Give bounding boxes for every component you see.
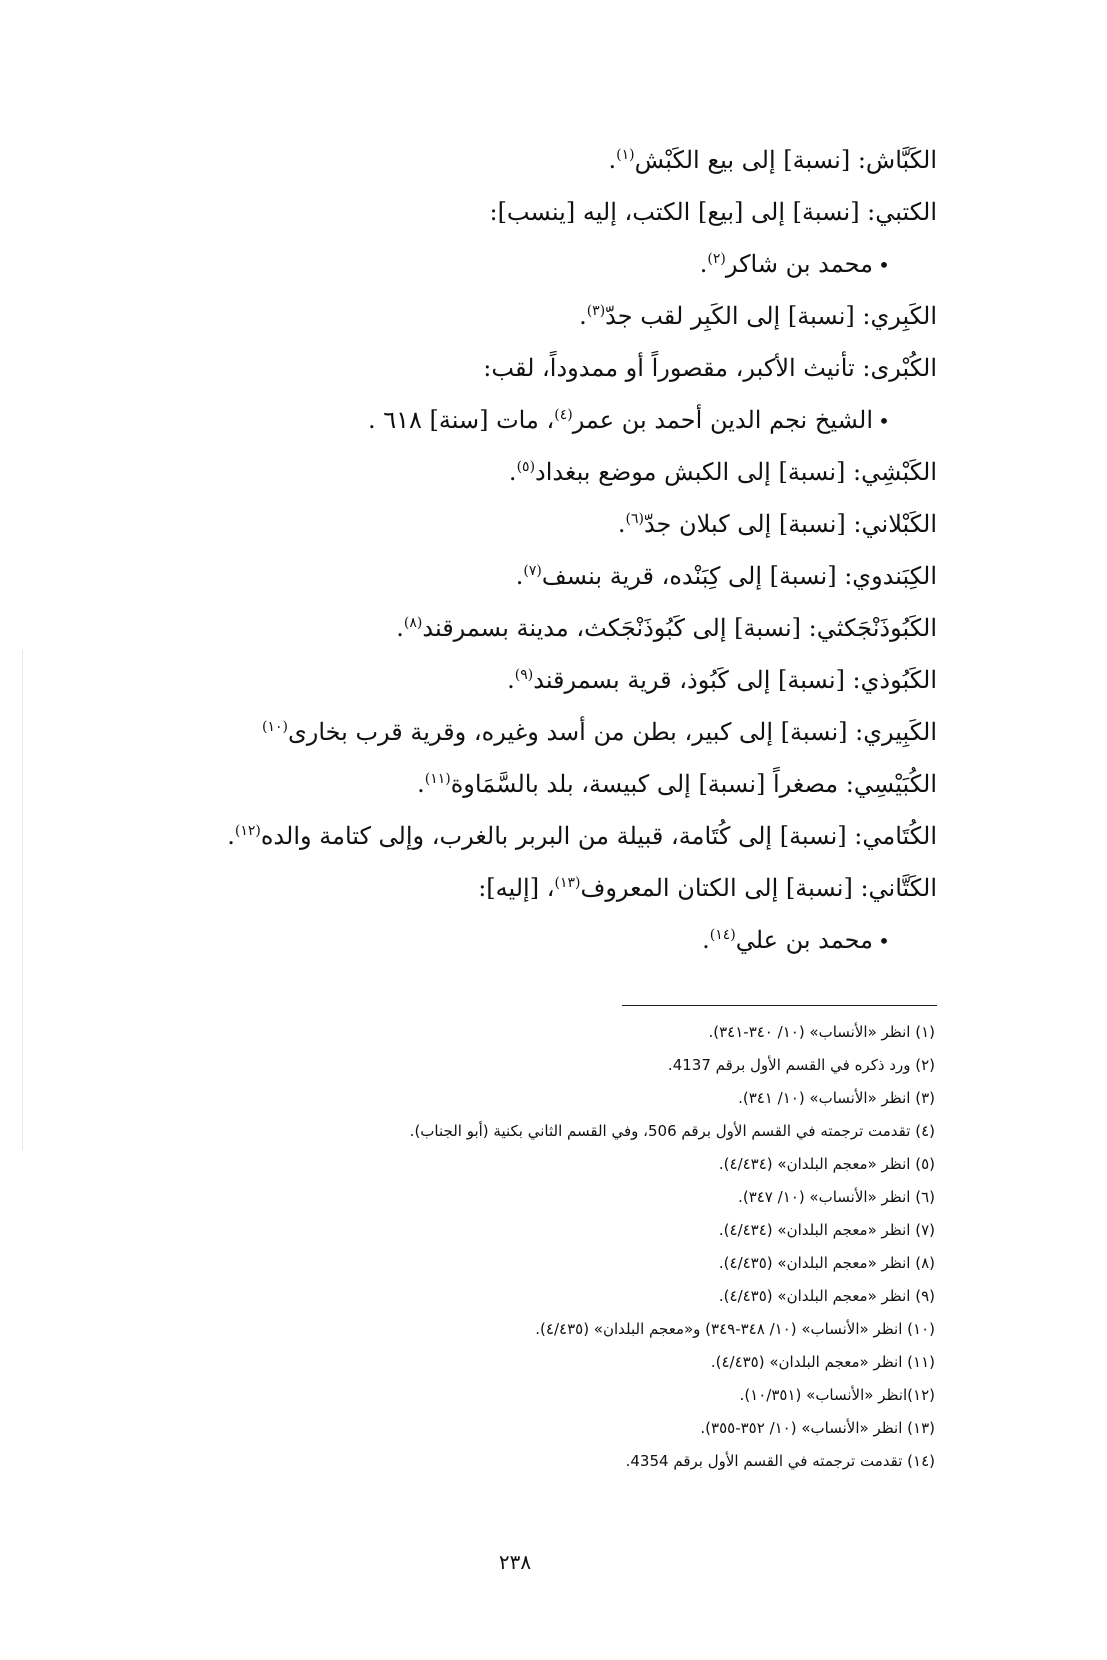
footnote-ref[interactable]: (١٤) bbox=[709, 927, 736, 943]
nisba-entry bbox=[117, 662, 937, 714]
footnote-ref[interactable]: (١١) bbox=[424, 771, 451, 787]
footnote: (٩) انظر «معجم البلدان» (٤/٤٣٥). bbox=[718, 1287, 935, 1305]
footnote-ref[interactable]: (٩) bbox=[514, 667, 534, 683]
entry-tail: . bbox=[579, 302, 587, 330]
entry-text: الكتبي: [نسبة] إلى [بيع] الكتب، إليه [ينسب]: bbox=[489, 198, 937, 226]
footnote: (٧) انظر «معجم البلدان» (٤/٤٣٤). bbox=[718, 1221, 935, 1239]
footnote-ref[interactable]: (١) bbox=[616, 147, 635, 163]
footnote-ref[interactable]: (٣) bbox=[586, 303, 606, 319]
entry-tail: . bbox=[515, 562, 524, 590]
entry-text: الكُبَيْسِي: مصغراً [نسبة] إلى كبيسة، بلد بالسَّمَاوة bbox=[450, 770, 937, 798]
bullet-icon: • bbox=[878, 929, 890, 953]
entry-text: الكَبِيري: [نسبة] إلى كبير، بطن من أسد وغيره، وقرية قرب بخارى bbox=[287, 718, 937, 746]
entry-tail: ، مات [سنة] ٦١٨ . bbox=[367, 406, 555, 434]
person-entry bbox=[117, 922, 937, 974]
nisba-entry bbox=[117, 766, 937, 818]
entry-tail: ، [إليه]: bbox=[478, 874, 555, 902]
entry-text: الكَبُوذَنْجَكثي: [نسبة] إلى كَبُوذَنْجَكث، مدينة بسمرقند bbox=[422, 614, 937, 642]
entry-text: الكُتَامي: [نسبة] إلى كُتَامة، قبيلة من البربر بالغرب، وإلى كتامة والده bbox=[260, 822, 937, 850]
footnote: (٦) انظر «الأنساب» (١٠/ ٣٤٧). bbox=[738, 1188, 935, 1206]
nisba-entry bbox=[117, 454, 937, 506]
page-number: ٢٣٨ bbox=[498, 1550, 532, 1574]
footnote: (٥) انظر «معجم البلدان» (٤/٤٣٤). bbox=[718, 1155, 935, 1173]
footnote-ref[interactable]: (٥) bbox=[516, 459, 536, 475]
footnote: (٤) تقدمت ترجمته في القسم الأول برقم 506، وفي القسم الثاني بكنية (أبو الجناب). bbox=[409, 1122, 935, 1140]
entry-tail: . bbox=[417, 770, 425, 798]
footnote-ref[interactable]: (١٠) bbox=[261, 719, 288, 735]
bullet-icon: • bbox=[878, 253, 890, 277]
entry-text: الكُبْرى: تأنيث الأكبر، مقصوراً أو ممدوداً، لقب: bbox=[483, 354, 937, 382]
nisba-entry bbox=[117, 610, 937, 662]
footnote-ref[interactable]: (٨) bbox=[403, 615, 423, 631]
bullet-icon: • bbox=[878, 409, 890, 433]
footnote-ref[interactable]: (٢) bbox=[707, 251, 726, 267]
footnote: (١٠) انظر «الأنساب» (١٠/ ٣٤٨-٣٤٩) و«معجم البلدان» (٤/٤٣٥). bbox=[535, 1320, 935, 1338]
nisba-entry bbox=[117, 714, 937, 766]
entry-tail: . bbox=[507, 666, 515, 694]
entry-tail: . bbox=[617, 510, 626, 538]
entry-tail: . bbox=[699, 250, 708, 278]
entry-text: الشيخ نجم الدين أحمد بن عمر bbox=[572, 406, 873, 434]
footnote: (١) انظر «الأنساب» (١٠/ ٣٤٠-٣٤١). bbox=[708, 1023, 935, 1041]
footnote: (١١) انظر «معجم البلدان» (٤/٤٣٥). bbox=[710, 1353, 935, 1371]
footnote-list bbox=[155, 1021, 935, 1483]
nisba-entry bbox=[117, 142, 937, 194]
entry-tail: . bbox=[396, 614, 404, 642]
footnote-ref[interactable]: (١٢) bbox=[234, 823, 261, 839]
footnote-separator bbox=[622, 1005, 937, 1006]
entry-tail: . bbox=[702, 926, 710, 954]
entry-tail: . bbox=[608, 146, 617, 174]
nisba-entry bbox=[117, 350, 937, 402]
entry-text: محمد بن علي bbox=[735, 926, 873, 954]
person-entry bbox=[117, 246, 937, 298]
nisba-entry bbox=[117, 870, 937, 922]
footnote-ref[interactable]: (٦) bbox=[625, 511, 644, 527]
nisba-entry bbox=[117, 298, 937, 350]
entry-text: الكَبِري: [نسبة] إلى الكَبِر لقب جدّ bbox=[605, 302, 937, 330]
nisba-entry bbox=[117, 506, 937, 558]
footnote: (٢) ورد ذكره في القسم الأول برقم 4137. bbox=[667, 1056, 935, 1074]
entry-text: محمد بن شاكر bbox=[725, 250, 873, 278]
footnote-ref[interactable]: (٤) bbox=[554, 407, 573, 423]
footnote: (٨) انظر «معجم البلدان» (٤/٤٣٥). bbox=[718, 1254, 935, 1272]
entry-tail: . bbox=[227, 822, 235, 850]
entry-text: الكَبَّاش: [نسبة] إلى بيع الكَبْش bbox=[634, 146, 937, 174]
entry-text: الكِبَندوي: [نسبة] إلى كِبَنْده، قرية بنسف bbox=[541, 562, 937, 590]
entry-list bbox=[117, 142, 937, 974]
entry-text: الكَبْشِي: [نسبة] إلى الكبش موضع ببغداد bbox=[535, 458, 937, 486]
entry-text: الكَبْلاني: [نسبة] إلى كبلان جدّ bbox=[643, 510, 937, 538]
footnote: (١٤) تقدمت ترجمته في القسم الأول برقم 4354. bbox=[625, 1452, 935, 1470]
nisba-entry bbox=[117, 818, 937, 870]
entry-tail: . bbox=[508, 458, 517, 486]
nisba-entry bbox=[117, 558, 937, 610]
person-entry bbox=[117, 402, 937, 454]
scan-artifact-line bbox=[22, 650, 23, 1150]
nisba-entry bbox=[117, 194, 937, 246]
footnote-ref[interactable]: (٧) bbox=[523, 563, 542, 579]
footnote: (١٣) انظر «الأنساب» (١٠/ ٣٥٢-٣٥٥). bbox=[700, 1419, 935, 1437]
footnote: (٣) انظر «الأنساب» (١٠/ ٣٤١). bbox=[738, 1089, 935, 1107]
footnote: (١٢)انظر «الأنساب» (١٠/٣٥١). bbox=[739, 1386, 935, 1404]
entry-text: الكَتَّاني: [نسبة] إلى الكتان المعروف bbox=[580, 874, 937, 902]
entry-text: الكَبُوذي: [نسبة] إلى كَبُوذ، قرية بسمرقند bbox=[533, 666, 937, 694]
footnote-ref[interactable]: (١٣) bbox=[554, 875, 581, 891]
